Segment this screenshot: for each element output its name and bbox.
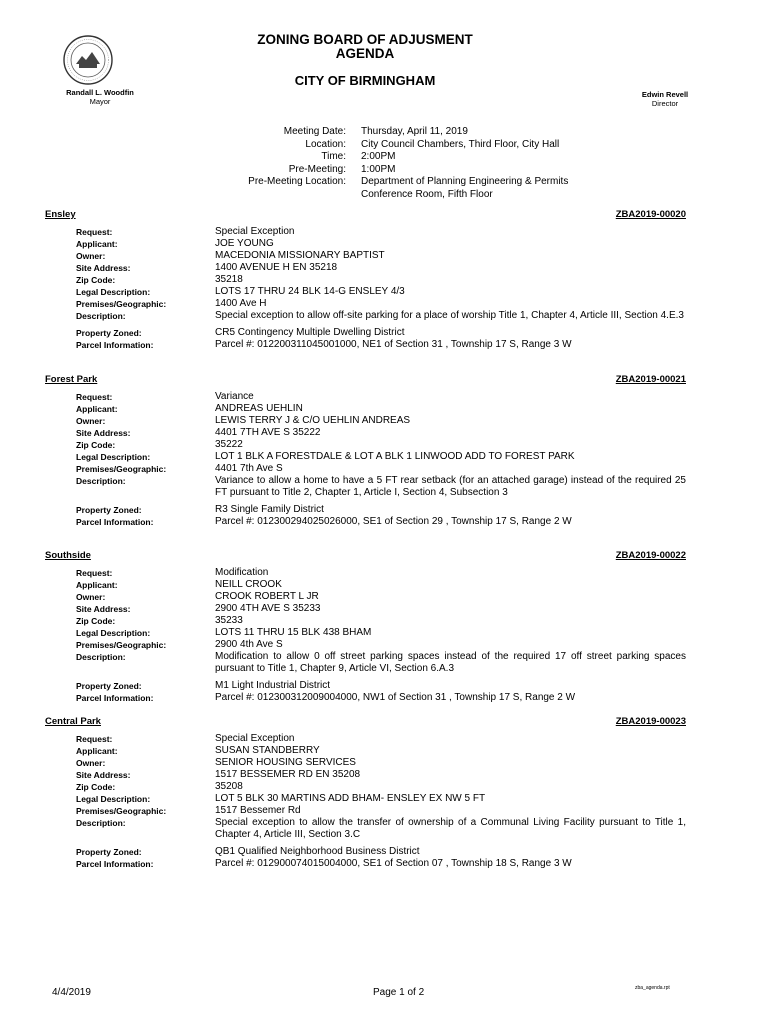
city-seal-logo: [62, 34, 114, 86]
case-section: [45, 716, 686, 870]
field-value: Parcel #: 012200311045001000, NE1 of Section 31 , Township 17 S, Range 3 W: [215, 339, 572, 350]
field-value: R3 Single Family District: [215, 504, 324, 515]
case-header: [45, 209, 686, 226]
field-label: Premises/Geographic:: [76, 806, 167, 816]
field-value: Modification: [215, 567, 269, 578]
field-label: Request:: [76, 568, 113, 578]
field-label: Site Address:: [76, 263, 131, 273]
field-label: Legal Description:: [76, 452, 151, 462]
field-value: 1400 AVENUE H EN 35218: [215, 262, 338, 273]
field-value: 35208: [215, 781, 243, 792]
field-value: CROOK ROBERT L JR: [215, 591, 319, 602]
field-value: SUSAN STANDBERRY: [215, 745, 320, 756]
case-section: [45, 374, 686, 528]
field-label: Site Address:: [76, 770, 131, 780]
field-value: M1 Light Industrial District: [215, 680, 331, 691]
meeting-row: [200, 126, 621, 139]
case-field-request: [45, 567, 686, 579]
field-value: 1517 BESSEMER RD EN 35208: [215, 769, 361, 780]
case-field-premises: [45, 298, 686, 310]
case-id: ZBA2019-00023: [615, 716, 686, 727]
field-label: Request:: [76, 734, 113, 744]
case-field-zip: [45, 439, 686, 451]
case-id: ZBA2019-00020: [615, 209, 686, 220]
field-label: Owner:: [76, 758, 106, 768]
field-label: Zip Code:: [76, 440, 116, 450]
field-value: Special exception to allow off-site parking for a place of worship Title 1, Chapter 4, Article III, Section 4.E.3: [215, 310, 684, 321]
case-field-premises: [45, 463, 686, 475]
field-value: 1400 Ave H: [215, 298, 267, 309]
field-label: Applicant:: [76, 746, 118, 756]
field-value: LOT 5 BLK 30 MARTINS ADD BHAM- ENSLEY EX NW 5 FT: [215, 793, 486, 804]
director-block: Edwin Revell Director: [641, 90, 689, 108]
field-label: Request:: [76, 392, 113, 402]
case-field-legal: [45, 627, 686, 639]
field-label: Parcel Information:: [76, 517, 154, 527]
field-label: Parcel Information:: [76, 340, 154, 350]
case-field-zip: [45, 274, 686, 286]
case-field-applicant: [45, 579, 686, 591]
case-field-zip: [45, 781, 686, 793]
field-value: JOE YOUNG: [215, 238, 274, 249]
field-label: Property Zoned:: [76, 328, 142, 338]
field-value: NEILL CROOK: [215, 579, 282, 590]
case-field-description: [45, 817, 686, 841]
field-value: 1517 Bessemer Rd: [215, 805, 301, 816]
case-section: [45, 209, 686, 351]
case-field-zip: [45, 615, 686, 627]
meeting-value: 2:00PM: [361, 151, 396, 162]
meeting-label: Pre-Meeting:: [288, 163, 346, 175]
case-field-applicant: [45, 403, 686, 415]
field-value: 2900 4TH AVE S 35233: [215, 603, 321, 614]
field-value: Parcel #: 012900074015004000, SE1 of Section 07 , Township 18 S, Range 3 W: [215, 858, 572, 869]
meeting-label: Meeting Date:: [283, 126, 346, 137]
field-value: LOTS 17 THRU 24 BLK 14-G ENSLEY 4/3: [215, 286, 405, 297]
case-field-premises: [45, 639, 686, 651]
meeting-info: [200, 126, 621, 201]
field-value: LOT 1 BLK A FORESTDALE & LOT A BLK 1 LINWOOD ADD TO FOREST PARK: [215, 451, 575, 462]
case-field-description: [45, 651, 686, 675]
case-area: Central Park: [45, 716, 101, 727]
field-value: 4401 7th Ave S: [215, 463, 283, 474]
case-field-request: [45, 391, 686, 403]
field-label: Property Zoned:: [76, 505, 142, 515]
field-label: Owner:: [76, 592, 106, 602]
case-field-applicant: [45, 745, 686, 757]
field-label: Premises/Geographic:: [76, 464, 167, 474]
field-value: Parcel #: 012300294025026000, SE1 of Section 29 , Township 17 S, Range 2 W: [215, 516, 572, 527]
report-filename: zba_agenda.rpt: [635, 985, 670, 991]
field-value: CR5 Contingency Multiple Dwelling District: [215, 327, 405, 338]
field-label: Property Zoned:: [76, 681, 142, 691]
case-field-legal: [45, 451, 686, 463]
field-label: Request:: [76, 227, 113, 237]
case-field-zoned: [45, 327, 686, 339]
field-value: 4401 7TH AVE S 35222: [215, 427, 321, 438]
field-label: Applicant:: [76, 404, 118, 414]
case-field-parcel: [45, 692, 686, 704]
field-value: 35233: [215, 615, 243, 626]
case-field-site: [45, 262, 686, 274]
case-id: ZBA2019-00021: [615, 374, 686, 385]
field-label: Site Address:: [76, 428, 131, 438]
field-label: Property Zoned:: [76, 847, 142, 857]
meeting-value: Thursday, April 11, 2019: [361, 126, 468, 137]
case-header: [45, 550, 686, 567]
case-field-site: [45, 603, 686, 615]
field-label: Zip Code:: [76, 275, 116, 285]
field-label: Description:: [76, 311, 126, 321]
case-field-applicant: [45, 238, 686, 250]
case-section: [45, 550, 686, 704]
meeting-value: Department of Planning Engineering & Permits Conference Room, Fifth Floor: [361, 176, 569, 200]
case-field-legal: [45, 286, 686, 298]
field-label: Site Address:: [76, 604, 131, 614]
field-value: Special exception to allow the transfer of ownership of a Communal Living Facility pursuant to Title 1, Chapter 4, Article III, Section 3.C: [215, 817, 686, 840]
field-label: Zip Code:: [76, 782, 116, 792]
field-label: Parcel Information:: [76, 693, 154, 703]
case-field-parcel: [45, 858, 686, 870]
meeting-label: Pre-Meeting Location:: [248, 176, 346, 187]
case-field-owner: [45, 250, 686, 262]
case-header: [45, 374, 686, 391]
case-field-parcel: [45, 516, 686, 528]
field-value: ANDREAS UEHLIN: [215, 403, 303, 414]
field-value: Modification to allow 0 off street parking spaces instead of the required 17 off street parking spaces pursuant to Title 1, Chapter 9, Article VI, Section 6.A.3: [215, 651, 686, 674]
page-number: Page 1 of 2: [373, 987, 425, 998]
field-value: SENIOR HOUSING SERVICES: [215, 757, 356, 768]
case-field-zoned: [45, 680, 686, 692]
field-label: Legal Description:: [76, 287, 151, 297]
agenda-title: ZONING BOARD OF ADJUSMENT AGENDA: [257, 32, 473, 61]
meeting-row: [200, 176, 621, 201]
case-field-request: [45, 226, 686, 238]
field-label: Legal Description:: [76, 794, 151, 804]
case-id: ZBA2019-00022: [615, 550, 686, 561]
case-field-owner: [45, 591, 686, 603]
field-value: Parcel #: 012300312009004000, NW1 of Section 31 , Township 17 S, Range 2 W: [215, 692, 576, 703]
field-label: Premises/Geographic:: [76, 299, 167, 309]
meeting-row: [200, 164, 621, 177]
field-value: MACEDONIA MISSIONARY BAPTIST: [215, 250, 385, 261]
case-field-legal: [45, 793, 686, 805]
case-area: Southside: [45, 550, 91, 561]
field-value: Variance: [215, 391, 254, 402]
field-value: LEWIS TERRY J & C/O UEHLIN ANDREAS: [215, 415, 411, 426]
meeting-label: Time:: [321, 151, 346, 162]
field-label: Owner:: [76, 251, 106, 261]
field-value: 2900 4th Ave S: [215, 639, 283, 650]
mayor-block: Randall L. Woodfin Mayor: [66, 88, 134, 106]
case-area: Ensley: [45, 209, 76, 220]
field-label: Owner:: [76, 416, 106, 426]
meeting-label: Location:: [305, 138, 346, 150]
case-field-site: [45, 427, 686, 439]
field-value: QB1 Qualified Neighborhood Business District: [215, 846, 420, 857]
field-label: Applicant:: [76, 580, 118, 590]
case-field-description: [45, 475, 686, 499]
print-date: 4/4/2019: [52, 987, 91, 998]
meeting-row: [200, 139, 621, 152]
case-field-zoned: [45, 504, 686, 516]
case-field-parcel: [45, 339, 686, 351]
field-value: 35218: [215, 274, 243, 285]
meeting-value: 1:00PM: [361, 163, 396, 175]
city-name: CITY OF BIRMINGHAM: [294, 73, 436, 88]
case-field-owner: [45, 415, 686, 427]
field-value: LOTS 11 THRU 15 BLK 438 BHAM: [215, 627, 372, 638]
field-value: 35222: [215, 439, 243, 450]
case-area: Forest Park: [45, 374, 98, 385]
case-field-owner: [45, 757, 686, 769]
case-field-site: [45, 769, 686, 781]
field-label: Premises/Geographic:: [76, 640, 167, 650]
case-header: [45, 716, 686, 733]
field-label: Description:: [76, 476, 126, 486]
field-value: Special Exception: [215, 226, 295, 237]
meeting-value: City Council Chambers, Third Floor, City Hall: [361, 138, 560, 150]
field-label: Parcel Information:: [76, 859, 154, 869]
field-label: Legal Description:: [76, 628, 151, 638]
case-field-zoned: [45, 846, 686, 858]
case-field-description: [45, 310, 686, 322]
field-label: Description:: [76, 652, 126, 662]
field-label: Applicant:: [76, 239, 118, 249]
field-value: Special Exception: [215, 733, 295, 744]
meeting-row: [200, 151, 621, 164]
case-field-request: [45, 733, 686, 745]
field-value: Variance to allow a home to have a 5 FT rear setback (for an attached garage) instead of the required 25 FT pursuant to Title 2, Chapter 1, Article I, Section 4, Subsection 3: [215, 475, 686, 498]
case-field-premises: [45, 805, 686, 817]
field-label: Description:: [76, 818, 126, 828]
field-label: Zip Code:: [76, 616, 116, 626]
